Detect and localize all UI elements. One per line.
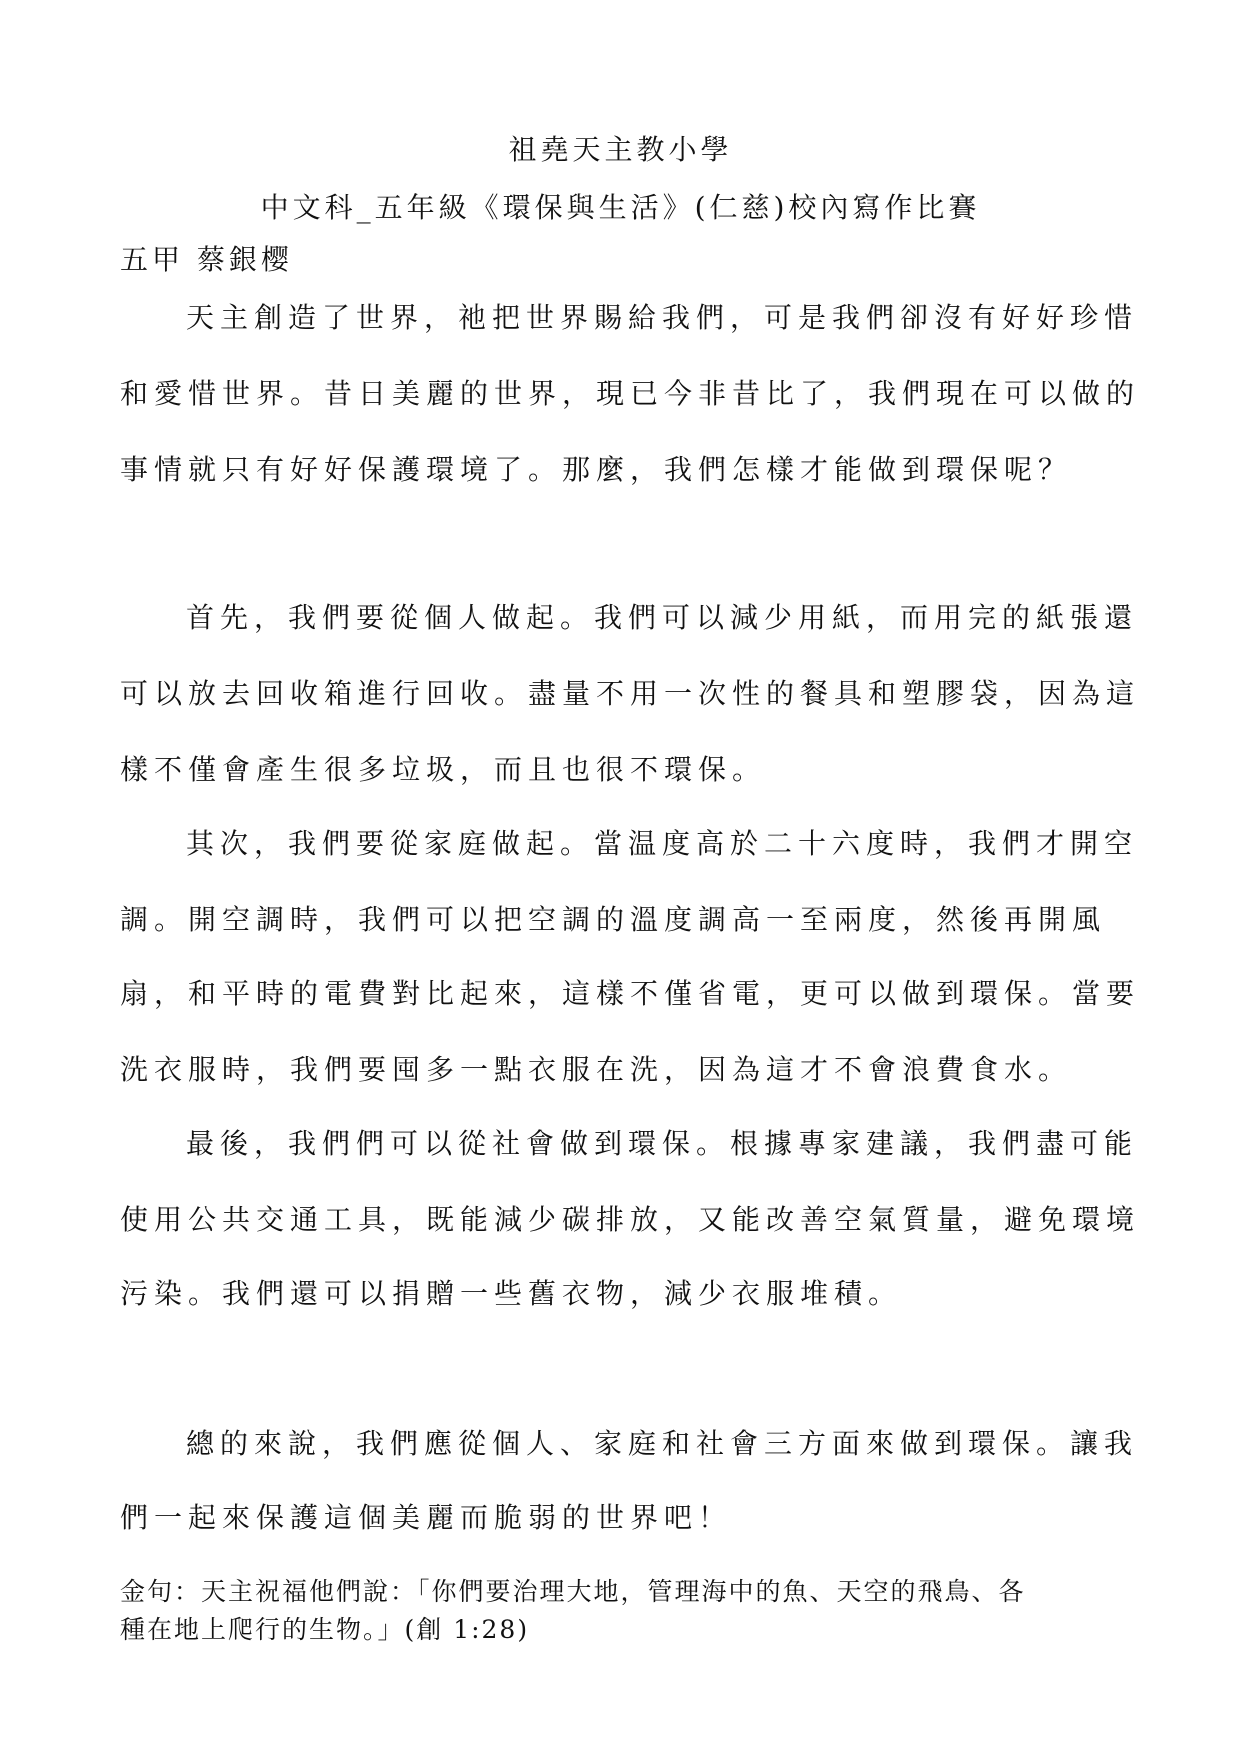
essay-line: 樣不僅會產生很多垃圾，而且也很不環保。 — [120, 753, 767, 786]
essay-line: 使用公共交通工具，既能減少碳排放，又能改善空氣質量，避免環境 — [120, 1203, 1141, 1236]
essay-line: 污染。我們還可以捐贈一些舊衣物，減少衣服堆積。 — [120, 1277, 903, 1310]
bible-quote-line: 金句：天主祝福他們說：「你們要治理大地，管理海中的魚、天空的飛鳥、各 — [120, 1577, 1026, 1606]
essay-line: 和愛惜世界。昔日美麗的世界，現已今非昔比了，我們現在可以做的 — [120, 377, 1141, 410]
essay-line: 可以放去回收箱進行回收。盡量不用一次性的餐具和塑膠袋，因為這 — [120, 677, 1141, 710]
essay-line: 首先，我們要從個人做起。我們可以減少用紙，而用完的紙張還 — [186, 601, 1139, 634]
school-name: 祖堯天主教小學 — [508, 133, 733, 166]
bible-quote-line: 種在地上爬行的生物。」(創 1:28) — [120, 1615, 530, 1644]
essay-line: 最後，我們們可以從社會做到環保。根據專家建議，我們盡可能 — [186, 1127, 1139, 1160]
essay-line: 事情就只有好好保護環境了。那麼，我們怎樣才能做到環保呢？ — [120, 453, 1073, 486]
essay-line: 扇，和平時的電費對比起來，這樣不僅省電，更可以做到環保。當要 — [120, 977, 1141, 1010]
essay-line: 洗衣服時，我們要囤多一點衣服在洗，因為這才不會浪費食水。 — [120, 1053, 1073, 1086]
essay-line: 天主創造了世界，祂把世界賜給我們，可是我們卻沒有好好珍惜 — [186, 301, 1139, 334]
author-line: 五甲 蔡銀樱 — [120, 243, 293, 276]
essay-line: 們一起來保護這個美麗而脆弱的世界吧！ — [120, 1501, 733, 1534]
essay-line: 總的來說，我們應從個人、家庭和社會三方面來做到環保。讓我 — [186, 1427, 1139, 1460]
essay-line: 其次，我們要從家庭做起。當温度高於二十六度時，我們才開空 — [186, 827, 1139, 860]
competition-title: 中文科_五年級《環保與生活》(仁慈)校內寫作比賽 — [260, 191, 981, 224]
essay-line: 調。開空調時，我們可以把空調的溫度調高一至兩度，然後再開風 — [120, 903, 1107, 936]
